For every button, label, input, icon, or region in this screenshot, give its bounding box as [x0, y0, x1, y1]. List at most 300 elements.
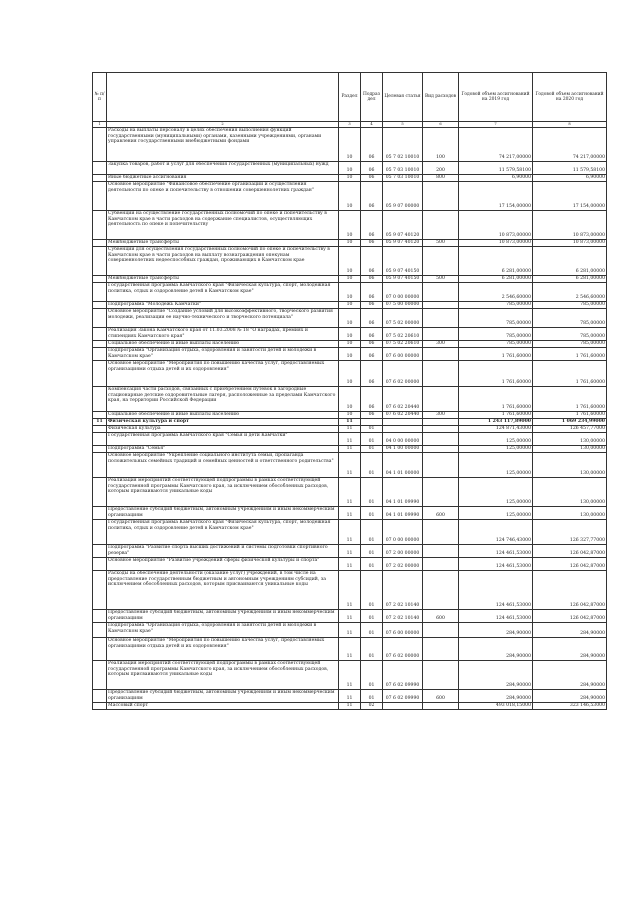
row-target-item: 07 6 02 09990: [383, 661, 423, 690]
row-target-item: [383, 703, 423, 710]
table-row: [93, 545, 607, 558]
row-target-item: 07 6 02 09990: [383, 690, 423, 703]
row-section: 10: [339, 302, 361, 309]
row-expense-kind: [423, 571, 459, 610]
row-target-item: 07 2 02 00000: [383, 558, 423, 571]
row-name: Основное мероприятие "Финансовое обеспечение организации и осуществления деятельности по опеке и попечительству в отношении совершеннолетних граждан": [107, 182, 339, 211]
row-section: 10: [339, 387, 361, 412]
row-amount-2019: 284,90000: [459, 661, 533, 690]
table-row: [93, 419, 607, 426]
row-expense-kind: 600: [423, 507, 459, 520]
row-number: [93, 276, 107, 283]
row-amount-2019: 1 761,60000: [459, 412, 533, 419]
row-subsection: 06: [361, 162, 383, 175]
row-amount-2020: 74 217,00000: [533, 128, 607, 162]
row-target-item: [383, 419, 423, 426]
row-expense-kind: [423, 348, 459, 361]
row-amount-2019: 124 746,43000: [459, 520, 533, 545]
table-row: [93, 302, 607, 309]
row-number: [93, 240, 107, 247]
row-amount-2019: 10 873,00000: [459, 240, 533, 247]
row-target-item: 07 6 02 00000: [383, 638, 423, 661]
row-amount-2020: 6 281,00000: [533, 276, 607, 283]
row-expense-kind: [423, 302, 459, 309]
row-subsection: 06: [361, 276, 383, 283]
table-row: [93, 276, 607, 283]
row-amount-2019: 17 154,00000: [459, 182, 533, 211]
row-subsection: 06: [361, 211, 383, 240]
row-subsection: 01: [361, 507, 383, 520]
row-expense-kind: [423, 638, 459, 661]
row-number: [93, 328, 107, 341]
row-name: Предоставление субсидий бюджетным, автономным учреждениям и иным некоммерческим организациям: [107, 507, 339, 520]
table-row: [93, 361, 607, 387]
row-target-item: 07 0 00 00000: [383, 283, 423, 302]
table-row: [93, 571, 607, 610]
row-name: Социальное обеспечение и иные выплаты населению: [107, 412, 339, 419]
row-amount-2020: 1 761,60000: [533, 361, 607, 387]
row-name: Основное мероприятие "Мероприятия по повышению качества услуг, предоставляемых организациями отдыха детей и их оздоровления": [107, 638, 339, 661]
row-target-item: 05 9 07 40150: [383, 247, 423, 276]
row-expense-kind: 300: [423, 341, 459, 348]
table-row: [93, 341, 607, 348]
row-section: 11: [339, 426, 361, 433]
row-amount-2019: 6 281,00000: [459, 247, 533, 276]
row-name: Предоставление субсидий бюджетным, автономным учреждениям и иным некоммерческим организациям: [107, 610, 339, 623]
row-section: 10: [339, 348, 361, 361]
row-amount-2019: 785,00000: [459, 341, 533, 348]
row-section: 11: [339, 661, 361, 690]
row-section: 10: [339, 309, 361, 328]
row-section: 11: [339, 433, 361, 446]
row-section: 11: [339, 507, 361, 520]
column-index: 8: [533, 122, 607, 128]
row-section: 10: [339, 283, 361, 302]
row-name: Подпрограмма "Организация отдыха, оздоровления и занятости детей и молодежи в Камчатском крае": [107, 623, 339, 638]
row-section: 10: [339, 175, 361, 182]
row-name: Государственная программа Камчатского края "Физическая культура, спорт, молодежная политика, отдых и оздоровление детей в Камчатском крае": [107, 283, 339, 302]
row-expense-kind: 600: [423, 690, 459, 703]
table-row: [93, 182, 607, 211]
row-section: 11: [339, 545, 361, 558]
row-target-item: 05 7 02 10010: [383, 128, 423, 162]
row-amount-2020: 10 873,00000: [533, 211, 607, 240]
table-row: [93, 240, 607, 247]
row-amount-2020: 323 146,53000: [533, 703, 607, 710]
row-target-item: 04 1 01 09990: [383, 478, 423, 507]
row-name: Физическая культура и спорт: [107, 419, 339, 426]
row-subsection: 06: [361, 240, 383, 247]
row-subsection: [361, 419, 383, 426]
row-name: Расходы на обеспечение деятельности (оказание услуг) учреждений, в том числе на предоставление государственным бюджетным и автономным учреждениям субсидий, за исключением обособленных расходов, которым присваиваются уникальные коды: [107, 571, 339, 610]
row-amount-2019: 74 217,00000: [459, 128, 533, 162]
row-subsection: 01: [361, 446, 383, 453]
budget-sheet: [92, 72, 606, 710]
row-number: [93, 175, 107, 182]
table-row: [93, 638, 607, 661]
table-row: [93, 610, 607, 623]
row-amount-2020: 130,00000: [533, 446, 607, 453]
row-expense-kind: [423, 247, 459, 276]
row-expense-kind: 500: [423, 276, 459, 283]
row-target-item: 07 6 02 00000: [383, 361, 423, 387]
row-amount-2019: 11 579,58100: [459, 162, 533, 175]
row-expense-kind: [423, 433, 459, 446]
row-amount-2020: 126 042,87000: [533, 571, 607, 610]
row-amount-2019: 785,00000: [459, 309, 533, 328]
row-number: [93, 661, 107, 690]
row-number: [93, 453, 107, 478]
row-name: Государственная программа Камчатского края "Физическая культура, спорт, молодежная политика, отдых и оздоровление детей в Камчатском крае": [107, 520, 339, 545]
row-target-item: [383, 426, 423, 433]
row-subsection: 01: [361, 661, 383, 690]
col-header-subsection: Подраздел: [361, 73, 383, 122]
row-amount-2019: 125,00000: [459, 446, 533, 453]
row-name: Социальное обеспечение и иные выплаты населению: [107, 341, 339, 348]
row-expense-kind: [423, 558, 459, 571]
row-name: Подпрограмма "Молодежь Камчатки": [107, 302, 339, 309]
row-subsection: 06: [361, 302, 383, 309]
row-amount-2019: 785,00000: [459, 302, 533, 309]
row-subsection: 06: [361, 175, 383, 182]
row-expense-kind: 600: [423, 610, 459, 623]
row-name: Субвенции для осуществления государственных полномочий по опеке и попечительству в Камчатском крае в части расходов на выплату вознаграждения опекунам совершеннолетних недееспособных граждан, проживающих в Камчатском крае: [107, 247, 339, 276]
row-name: Массовый спорт: [107, 703, 339, 710]
row-subsection: 06: [361, 309, 383, 328]
row-amount-2020: 126 042,87000: [533, 558, 607, 571]
header-row: [93, 73, 607, 122]
row-subsection: 01: [361, 690, 383, 703]
row-name: Физическая культура: [107, 426, 339, 433]
row-section: 11: [339, 703, 361, 710]
row-number: [93, 571, 107, 610]
table-row: [93, 283, 607, 302]
row-number: [93, 162, 107, 175]
row-subsection: 01: [361, 610, 383, 623]
row-subsection: 01: [361, 453, 383, 478]
row-section: 10: [339, 412, 361, 419]
row-number: [93, 283, 107, 302]
column-index: 6: [423, 122, 459, 128]
row-amount-2019: 493 018,15000: [459, 703, 533, 710]
row-number: [93, 690, 107, 703]
row-name: Государственная программа Камчатского края "Семья и дети Камчатки": [107, 433, 339, 446]
row-name: Расходы на выплаты персоналу в целях обеспечения выполнения функций государственными (муниципальными) органами, казенными учреждениями, органами управления государственными внебюджетными фондами: [107, 128, 339, 162]
row-amount-2020: 11 579,58100: [533, 162, 607, 175]
row-amount-2020: 284,90000: [533, 638, 607, 661]
row-section: 11: [339, 446, 361, 453]
row-amount-2019: 1 761,60000: [459, 348, 533, 361]
row-subsection: 06: [361, 128, 383, 162]
row-expense-kind: [423, 703, 459, 710]
row-target-item: 04 1 00 00000: [383, 446, 423, 453]
row-section: 10: [339, 247, 361, 276]
row-target-item: 07 5 02 20610: [383, 341, 423, 348]
row-subsection: 01: [361, 558, 383, 571]
row-target-item: 05 9 07 40150: [383, 276, 423, 283]
row-amount-2020: 130,00000: [533, 453, 607, 478]
row-expense-kind: [423, 211, 459, 240]
table-row: [93, 412, 607, 419]
row-subsection: 02: [361, 703, 383, 710]
row-name: Реализация мероприятий соответствующей подпрограммы в рамках соответствующей государственной программы Камчатского края, за исключением обособленных расходов, которым присваиваются уникальные коды: [107, 478, 339, 507]
row-amount-2020: 785,00000: [533, 309, 607, 328]
row-number: [93, 433, 107, 446]
row-expense-kind: [423, 446, 459, 453]
table-row: [93, 328, 607, 341]
table-row: [93, 162, 607, 175]
table-row: [93, 446, 607, 453]
row-amount-2019: 1 243 117,89000: [459, 419, 533, 426]
table-row: [93, 309, 607, 328]
row-section: 10: [339, 240, 361, 247]
row-amount-2019: 1 761,60000: [459, 361, 533, 387]
row-number: [93, 638, 107, 661]
row-name: Реализация Закона Камчатского края от 11.03.2008 № 18 "О наградах, премиях и стипендиях Камчатского края": [107, 328, 339, 341]
row-expense-kind: [423, 419, 459, 426]
row-subsection: 06: [361, 361, 383, 387]
row-subsection: 06: [361, 387, 383, 412]
row-amount-2020: 785,00000: [533, 302, 607, 309]
row-name: Основное мероприятие "Укрепление социального института семьи, пропаганда положительных семейных традиций и семейных ценностей и ответственного родительства": [107, 453, 339, 478]
row-amount-2019: 10 873,00000: [459, 211, 533, 240]
row-target-item: 05 9 07 00000: [383, 182, 423, 211]
row-subsection: 01: [361, 638, 383, 661]
row-target-item: 05 7 03 10010: [383, 175, 423, 182]
row-target-item: 05 9 07 40120: [383, 211, 423, 240]
row-section: 11: [339, 453, 361, 478]
row-expense-kind: [423, 520, 459, 545]
row-subsection: 01: [361, 433, 383, 446]
table-row: [93, 387, 607, 412]
row-amount-2020: 126 042,87000: [533, 545, 607, 558]
row-subsection: 01: [361, 478, 383, 507]
row-expense-kind: [423, 623, 459, 638]
row-amount-2020: 126 457,77000: [533, 426, 607, 433]
column-index: 2: [107, 122, 339, 128]
row-name: Основное мероприятие "Развитие учреждений сферы физической культуры и спорта": [107, 558, 339, 571]
table-row: [93, 690, 607, 703]
row-number: [93, 387, 107, 412]
table-row: [93, 211, 607, 240]
row-number: [93, 703, 107, 710]
col-header-section: Раздел: [339, 73, 361, 122]
row-section: 10: [339, 162, 361, 175]
row-section: 10: [339, 328, 361, 341]
row-number: [93, 507, 107, 520]
row-name: Подпрограмма "Семья": [107, 446, 339, 453]
row-expense-kind: 300: [423, 412, 459, 419]
row-amount-2019: 785,00000: [459, 328, 533, 341]
table-body: [93, 128, 607, 710]
table-row: [93, 661, 607, 690]
row-subsection: 01: [361, 426, 383, 433]
row-amount-2019: 124 871,43000: [459, 426, 533, 433]
row-target-item: 07 2 02 10140: [383, 610, 423, 623]
row-amount-2020: 1 761,60000: [533, 387, 607, 412]
row-section: 10: [339, 211, 361, 240]
row-name: Межбюджетные трансферты: [107, 240, 339, 247]
row-number: [93, 361, 107, 387]
row-expense-kind: [423, 453, 459, 478]
table-row: [93, 623, 607, 638]
row-name: Основное мероприятие "Мероприятия по повышению качества услуг, предоставляемых организациями отдыха детей и их оздоровления": [107, 361, 339, 387]
row-amount-2019: 2 546,60000: [459, 283, 533, 302]
column-index: 4: [361, 122, 383, 128]
row-target-item: 05 7 03 10010: [383, 162, 423, 175]
row-section: 11: [339, 610, 361, 623]
table-row: [93, 558, 607, 571]
row-target-item: 04 0 00 00000: [383, 433, 423, 446]
row-section: 10: [339, 128, 361, 162]
row-expense-kind: [423, 309, 459, 328]
row-name: Подпрограмма "Организация отдыха, оздоровления и занятости детей и молодежи в Камчатском крае": [107, 348, 339, 361]
table-row: [93, 520, 607, 545]
col-header-expense-kind: Вид расходов: [423, 73, 459, 122]
row-number: 11: [93, 419, 107, 426]
row-amount-2019: 6,90000: [459, 175, 533, 182]
column-index: 5: [383, 122, 423, 128]
column-index: 1: [93, 122, 107, 128]
row-subsection: 01: [361, 623, 383, 638]
row-number: [93, 309, 107, 328]
row-name: Межбюджетные трансферты: [107, 276, 339, 283]
row-amount-2020: 284,90000: [533, 661, 607, 690]
row-section: 11: [339, 638, 361, 661]
row-number: [93, 341, 107, 348]
row-subsection: 06: [361, 182, 383, 211]
row-amount-2019: 124 461,53000: [459, 610, 533, 623]
row-amount-2019: 6 281,00000: [459, 276, 533, 283]
row-subsection: 01: [361, 520, 383, 545]
row-amount-2020: 6 281,00000: [533, 247, 607, 276]
row-target-item: 04 1 01 00000: [383, 453, 423, 478]
row-name: Реализация мероприятий соответствующей подпрограммы в рамках соответствующей государственной программы Камчатского края, за исключением обособленных расходов, которым присваиваются уникальные коды: [107, 661, 339, 690]
row-target-item: 05 9 07 40120: [383, 240, 423, 247]
row-expense-kind: [423, 478, 459, 507]
row-number: [93, 545, 107, 558]
row-name: Закупка товаров, работ и услуг для обеспечения государственных (муниципальных) нужд: [107, 162, 339, 175]
row-amount-2019: 124 461,53000: [459, 571, 533, 610]
col-header-2020: Годовой объем ассигнований на 2020 год: [533, 73, 607, 122]
row-amount-2020: 126 327,77000: [533, 520, 607, 545]
row-amount-2019: 284,90000: [459, 623, 533, 638]
row-amount-2019: 125,00000: [459, 478, 533, 507]
row-target-item: 04 1 01 09990: [383, 507, 423, 520]
row-amount-2020: 785,00000: [533, 341, 607, 348]
budget-table: [92, 72, 607, 710]
row-number: [93, 302, 107, 309]
row-name: Предоставление субсидий бюджетным, автономным учреждениям и иным некоммерческим организациям: [107, 690, 339, 703]
row-subsection: 06: [361, 247, 383, 276]
row-expense-kind: 200: [423, 162, 459, 175]
row-expense-kind: [423, 361, 459, 387]
row-target-item: 07 0 00 00000: [383, 520, 423, 545]
row-amount-2020: 2 546,60000: [533, 283, 607, 302]
row-amount-2019: 284,90000: [459, 690, 533, 703]
column-index: 7: [459, 122, 533, 128]
row-number: [93, 623, 107, 638]
row-section: 11: [339, 558, 361, 571]
row-subsection: 01: [361, 545, 383, 558]
row-expense-kind: [423, 426, 459, 433]
row-amount-2019: 284,90000: [459, 638, 533, 661]
row-expense-kind: [423, 387, 459, 412]
row-section: 10: [339, 341, 361, 348]
row-amount-2020: 785,00000: [533, 328, 607, 341]
row-expense-kind: [423, 283, 459, 302]
row-number: [93, 558, 107, 571]
row-number: [93, 211, 107, 240]
row-subsection: 06: [361, 341, 383, 348]
row-target-item: 07 6 02 20440: [383, 412, 423, 419]
row-number: [93, 182, 107, 211]
table-row: [93, 348, 607, 361]
row-amount-2019: 124 461,53000: [459, 545, 533, 558]
row-section: 10: [339, 182, 361, 211]
table-row: [93, 453, 607, 478]
row-amount-2020: 1 069 234,99000: [533, 419, 607, 426]
row-target-item: 07 5 02 20610: [383, 328, 423, 341]
col-header-name: [107, 73, 339, 122]
row-amount-2019: 124 461,53000: [459, 558, 533, 571]
col-header-target-item: Целевая статья: [383, 73, 423, 122]
row-amount-2020: 130,00000: [533, 433, 607, 446]
row-target-item: 07 6 00 00000: [383, 623, 423, 638]
row-number: [93, 412, 107, 419]
row-number: [93, 348, 107, 361]
row-name: Субвенции на осуществление государственных полномочий по опеке и попечительству в Камчатском крае в части расходов на содержание специалистов, осуществляющих деятельность по опеке и попечительству: [107, 211, 339, 240]
row-section: 11: [339, 571, 361, 610]
row-amount-2020: 6,90000: [533, 175, 607, 182]
row-amount-2019: 1 761,60000: [459, 387, 533, 412]
row-amount-2020: 1 761,60000: [533, 348, 607, 361]
row-target-item: 07 6 02 20440: [383, 387, 423, 412]
table-row: [93, 426, 607, 433]
row-subsection: 06: [361, 348, 383, 361]
row-section: 10: [339, 276, 361, 283]
row-target-item: 07 5 02 00000: [383, 309, 423, 328]
table-row: [93, 703, 607, 710]
row-target-item: 07 6 00 00000: [383, 348, 423, 361]
row-subsection: 06: [361, 328, 383, 341]
col-header-number: № п/п: [93, 73, 107, 122]
row-name: Основное мероприятие "Создание условий для высокоэффективного, творческого развития молодежи, реализации ее научно-технического и творческого потенциала": [107, 309, 339, 328]
row-amount-2019: 125,00000: [459, 453, 533, 478]
row-section: 11: [339, 520, 361, 545]
table-row: [93, 478, 607, 507]
row-section: 11: [339, 690, 361, 703]
row-amount-2020: 284,90000: [533, 690, 607, 703]
row-number: [93, 478, 107, 507]
row-amount-2020: 1 761,60000: [533, 412, 607, 419]
row-expense-kind: 100: [423, 128, 459, 162]
row-expense-kind: 800: [423, 175, 459, 182]
row-target-item: 07 2 02 10140: [383, 571, 423, 610]
column-index: 3: [339, 122, 361, 128]
row-name: Иные бюджетные ассигнования: [107, 175, 339, 182]
row-number: [93, 446, 107, 453]
table-row: [93, 247, 607, 276]
table-row: [93, 128, 607, 162]
row-section: 11: [339, 623, 361, 638]
row-target-item: 07 5 00 00000: [383, 302, 423, 309]
row-expense-kind: [423, 545, 459, 558]
row-subsection: 06: [361, 283, 383, 302]
row-amount-2020: 284,90000: [533, 623, 607, 638]
table-row: [93, 507, 607, 520]
row-expense-kind: [423, 182, 459, 211]
